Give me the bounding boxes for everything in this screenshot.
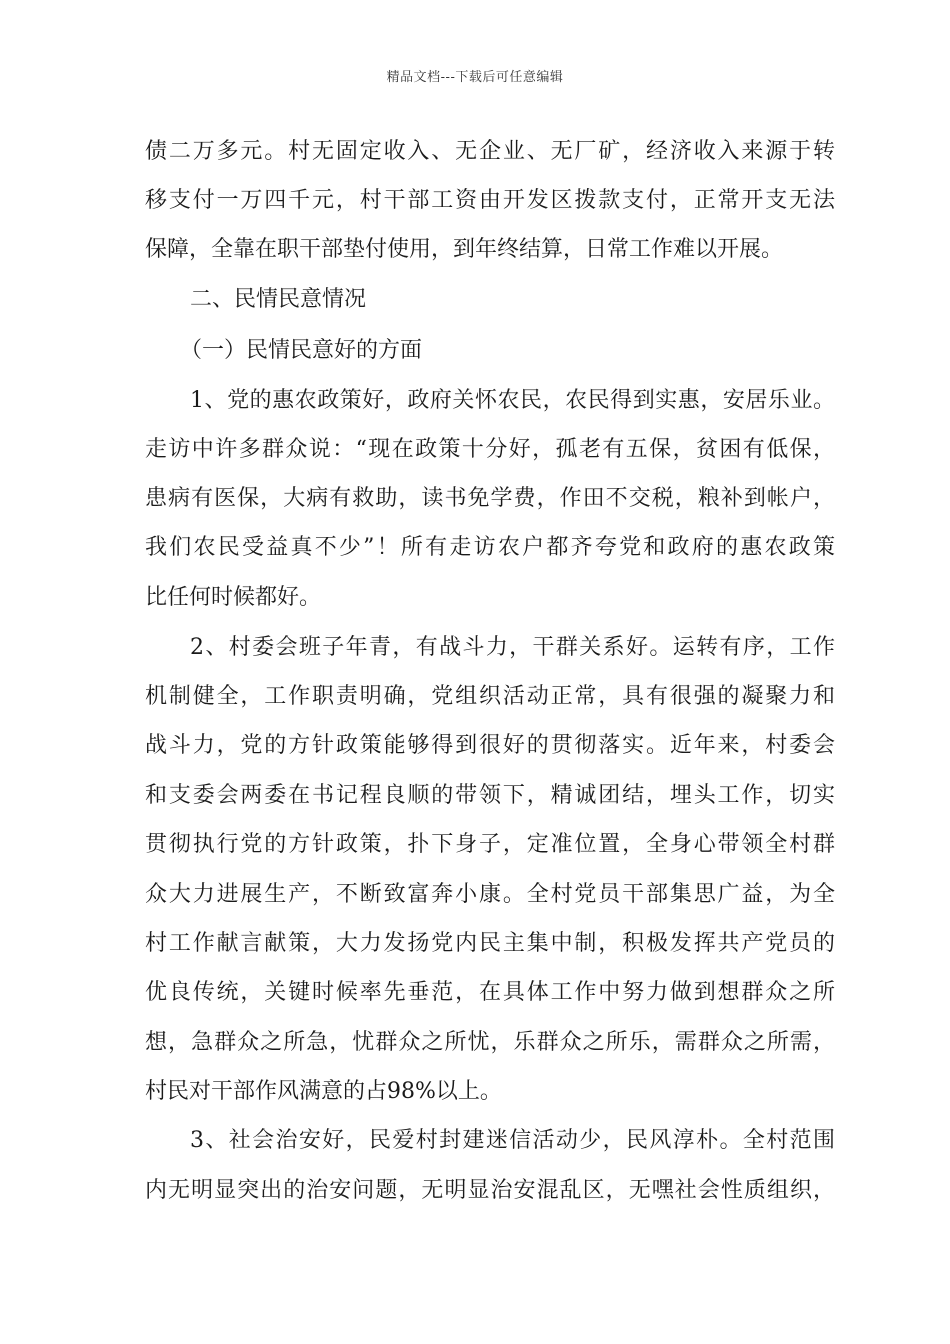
- text-line: 移支付一万四千元，村干部工资由开发区拨款支付，正常开支无法: [145, 188, 835, 213]
- text-line: 比任何时候都好。: [145, 585, 322, 610]
- text-line: 内无明显突出的治安问题，无明显治安混乱区，无嘿社会性质组织，: [145, 1178, 835, 1203]
- page-header: 精品文档---下载后可任意编辑: [386, 70, 564, 85]
- text-line: 村工作献言献策，大力发扬党内民主集中制，积极发挥共产党员的: [145, 931, 835, 956]
- paragraph-first-line: 3、社会治安好，民爱村封建迷信活动少，民风淳朴。全村范围: [190, 1128, 835, 1153]
- text-line: 我们农民受益真不少”！所有走访农户都齐夸党和政府的惠农政策: [145, 535, 835, 560]
- text-line: 患病有医保，大病有救助，读书免学费，作田不交税，粮补到帐户，: [145, 486, 835, 511]
- text-line: 走访中许多群众说：“现在政策十分好，孤老有五保，贫困有低保，: [145, 437, 835, 462]
- text-line: 和支委会两委在书记程良顺的带领下，精诚团结，埋头工作，切实: [145, 783, 835, 808]
- text-line: 机制健全，工作职责明确，党组织活动正常，具有很强的凝聚力和: [145, 684, 835, 709]
- paragraph-first-line: 1、党的惠农政策好，政府关怀农民，农民得到实惠，安居乐业。: [190, 388, 835, 413]
- paragraph-first-line: 2、村委会班子年青，有战斗力，干群关系好。运转有序，工作: [190, 635, 835, 660]
- text-line: 保障，全靠在职干部垫付使用，到年终结算，日常工作难以开展。: [145, 237, 784, 262]
- text-line: 优良传统，关键时候率先垂范，在具体工作中努力做到想群众之所: [145, 980, 835, 1005]
- text-line: 想，急群众之所急，忧群众之所忧，乐群众之所乐，需群众之所需，: [145, 1030, 835, 1055]
- text-line: 村民对干部作风满意的占98%以上。: [145, 1079, 502, 1104]
- text-line: 贯彻执行党的方针政策，扑下身子，定准位置，全身心带领全村群: [145, 832, 835, 857]
- subsection-heading: （一）民情民意好的方面: [180, 338, 423, 363]
- text-line: 债二万多元。村无固定收入、无企业、无厂矿，经济收入来源于转: [145, 139, 835, 164]
- section-heading: 二、民情民意情况: [190, 287, 367, 312]
- text-line: 众大力进展生产，不断致富奔小康。全村党员干部集思广益，为全: [145, 882, 835, 907]
- text-line: 战斗力，党的方针政策能够得到很好的贯彻落实。近年来，村委会: [145, 733, 835, 758]
